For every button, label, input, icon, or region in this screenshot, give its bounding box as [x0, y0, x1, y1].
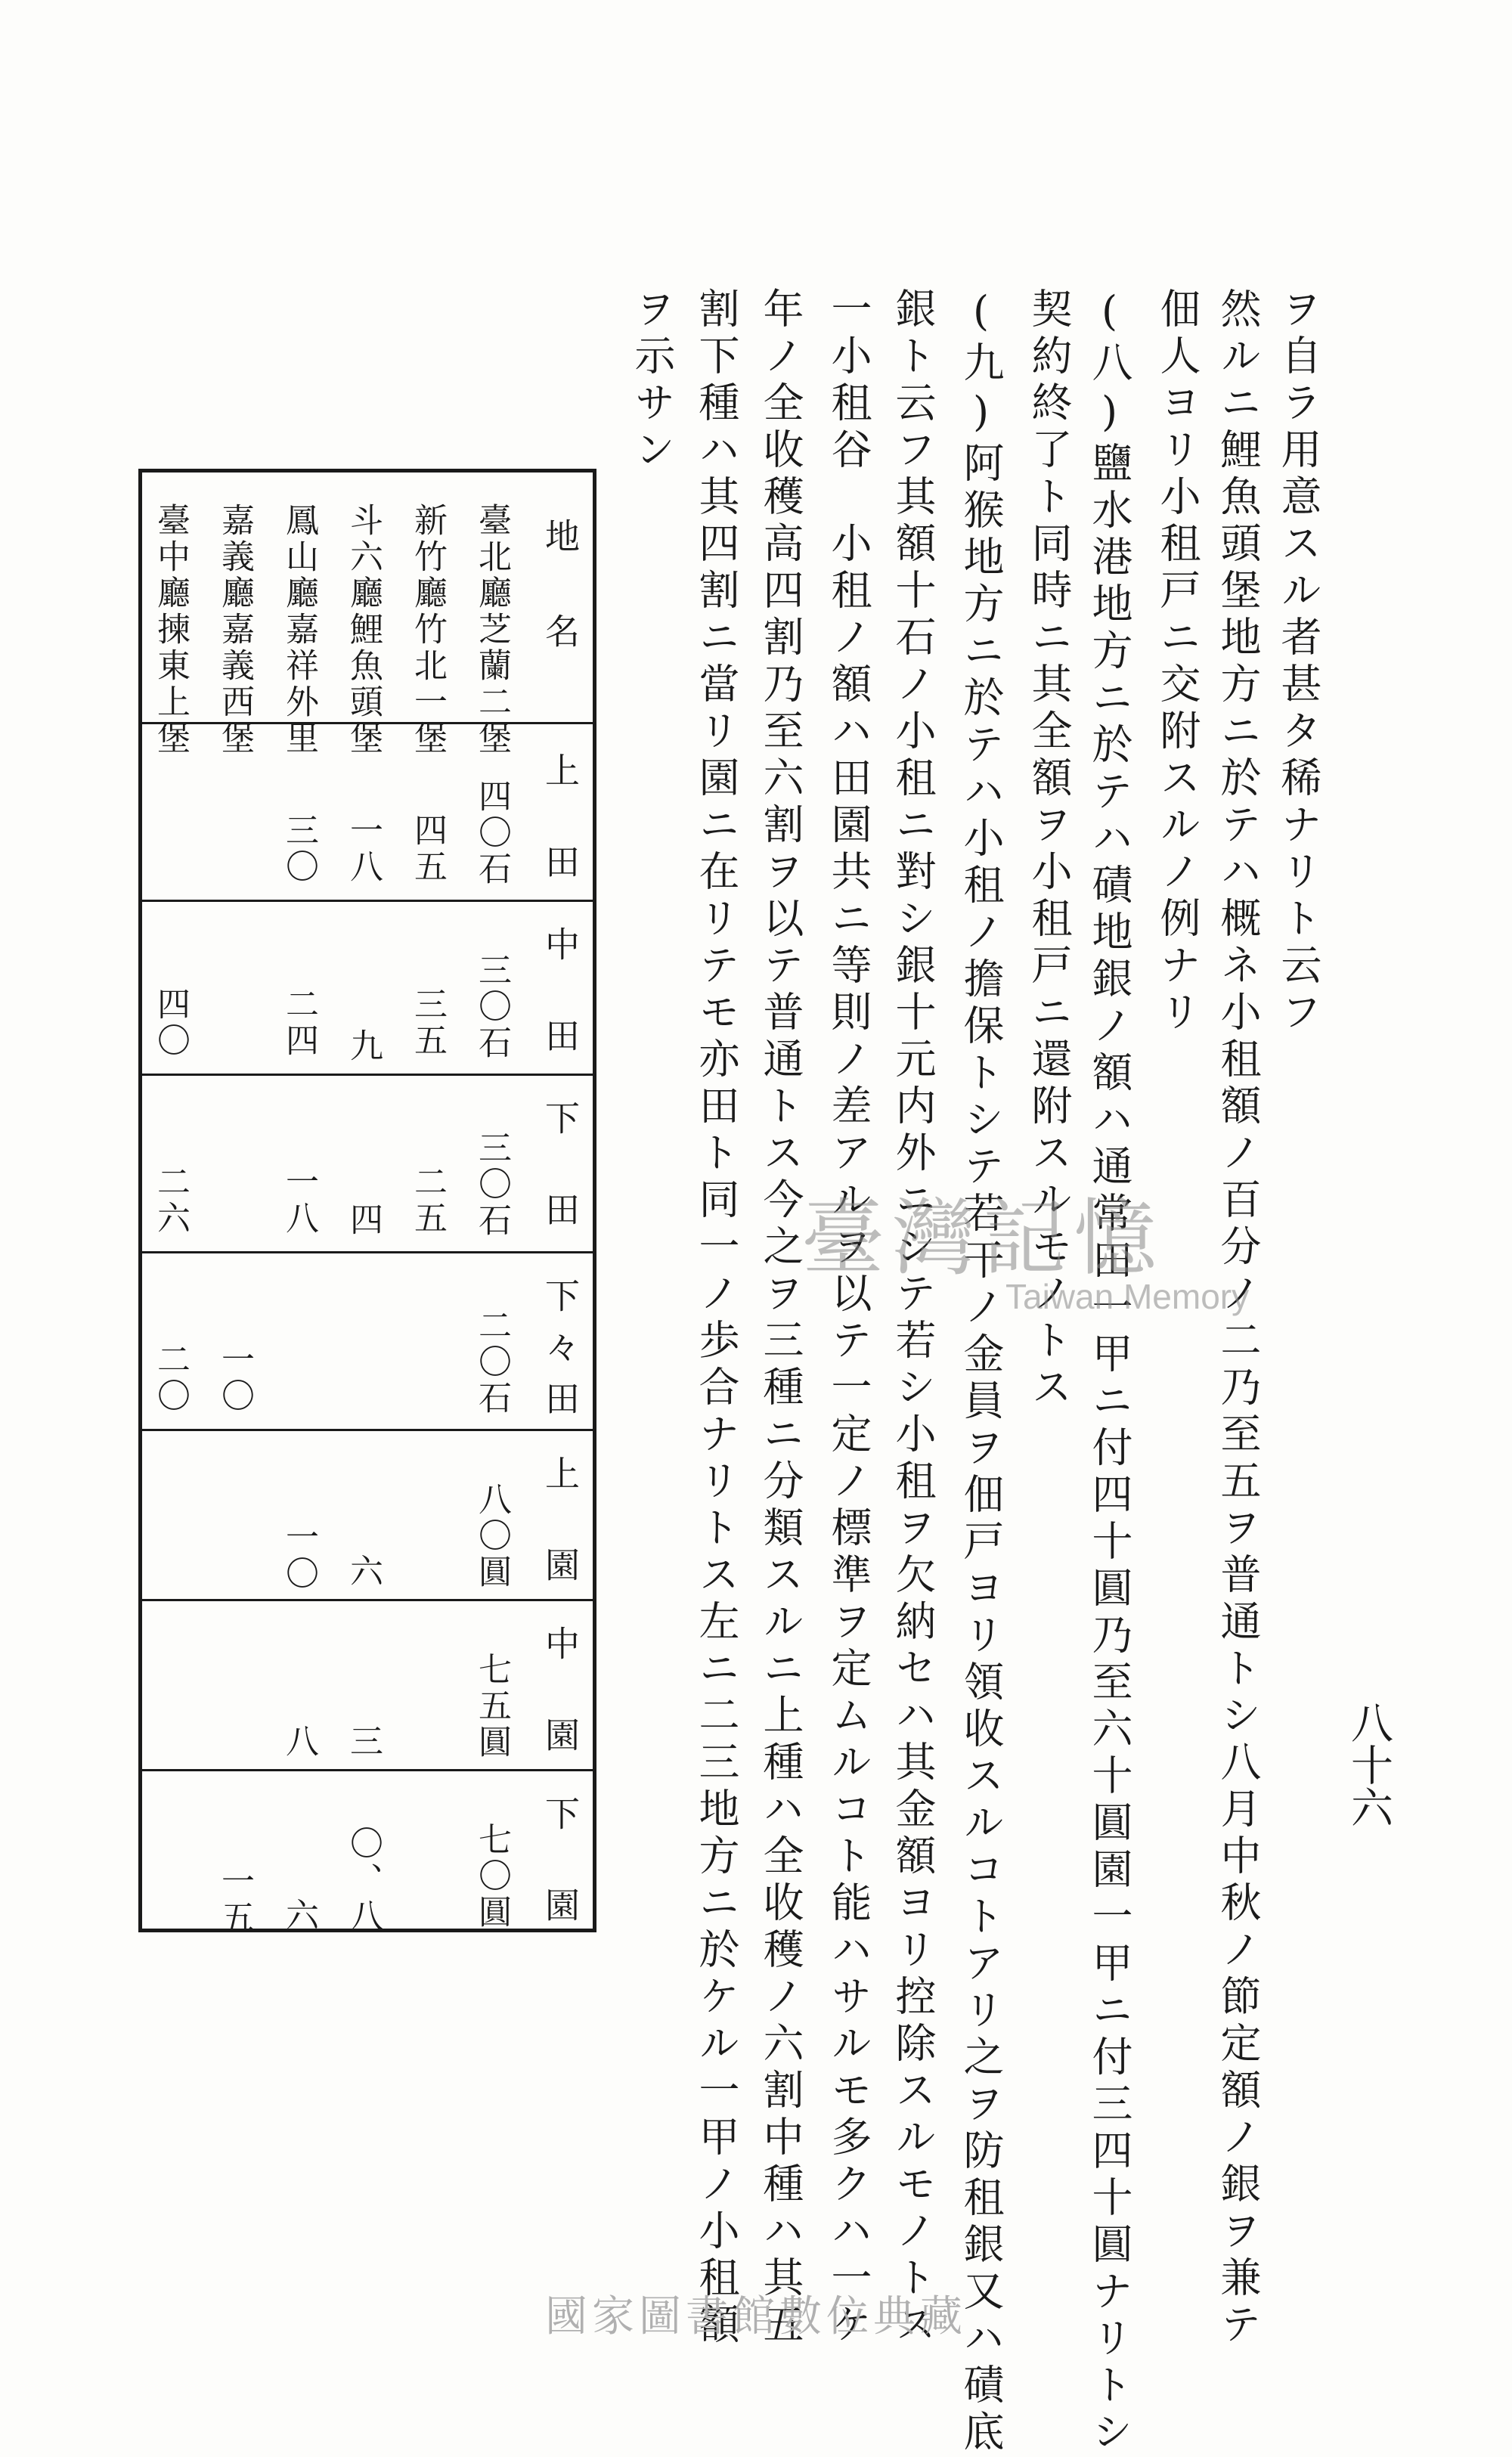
- table-header: 下田: [540, 1100, 581, 1283]
- table-rule: [142, 900, 593, 902]
- text-column: 契約終了ト同時ニ其全額ヲ小租戸ニ還附スルモノトス: [1025, 287, 1073, 1412]
- text-column: 割下種ハ其四割ニ當リ園ニ在リテモ亦田ト同一ノ歩合ナリトス左ニ二三地方ニ於ケル一甲ノ小租額: [692, 287, 740, 2350]
- table-cell: 七五圓: [472, 1652, 511, 1761]
- text-column: (九)阿猴地方ニ於テハ小租ノ擔保トシテ若干ノ金員ヲ佃戸ヨリ領收スルコトアリ之ヲ防租銀又ハ磧底: [957, 287, 1005, 2457]
- table-cell: 四〇石: [472, 779, 511, 888]
- table-rule: [142, 1251, 593, 1253]
- table-header: 中園: [540, 1625, 581, 1808]
- table-cell: 四五: [408, 813, 447, 885]
- table-header: 下園: [540, 1796, 581, 1978]
- watermark-title: 臺灣記憶: [801, 1190, 1164, 1287]
- table-cell: 六: [344, 1554, 383, 1590]
- table-cell: 一五: [215, 1864, 254, 1936]
- table-rule: [142, 1769, 593, 1771]
- table-header: 地名: [540, 518, 581, 708]
- watermark-subtitle: Taiwan Memory: [1005, 1277, 1250, 1316]
- place-name: 臺北廳芝蘭二堡: [472, 503, 511, 757]
- text-column: 然ルニ鯉魚頭堡地方ニ於テハ概ネ小租額ノ百分ノ二乃至五ヲ普通トシ八月中秋ノ節定額ノ銀ヲ兼テ: [1214, 287, 1262, 2350]
- table-cell: 一〇: [280, 1520, 318, 1592]
- place-name: 臺中廳揀東上堡: [151, 503, 190, 757]
- table-header: 下々田: [540, 1278, 581, 1432]
- text-column: 佃人ヨリ小租戸ニ交附スルノ例ナリ: [1154, 287, 1201, 1037]
- table-header: 上田: [540, 752, 581, 935]
- place-name: 鳳山廳嘉祥外里: [280, 503, 318, 757]
- table-cell: 九: [344, 1028, 383, 1064]
- table-cell: 一八: [280, 1164, 318, 1237]
- table-cell: 二〇: [151, 1342, 190, 1414]
- table-cell: 六: [280, 1898, 318, 1934]
- table-cell: 二四: [280, 987, 318, 1059]
- table-cell: 一八: [344, 813, 383, 885]
- place-name: 嘉義廳嘉義西堡: [215, 503, 254, 757]
- table-cell: 八〇圓: [472, 1482, 511, 1591]
- table-cell: 二〇石: [472, 1308, 511, 1417]
- table-cell: 三: [344, 1724, 383, 1760]
- table-header: 中田: [540, 926, 581, 1109]
- table-cell: 三五: [408, 987, 447, 1059]
- table-cell: 二五: [408, 1164, 447, 1237]
- text-column: ヲ自ラ用意スル者甚タ稀ナリト云フ: [1275, 287, 1322, 1037]
- land-rent-table: [138, 469, 596, 1978]
- table-cell: 四〇: [151, 987, 190, 1059]
- table-rule: [142, 1429, 593, 1431]
- table-cell: 三〇: [280, 813, 318, 885]
- table-cell: 一〇: [215, 1342, 254, 1414]
- table-cell: 〇、八: [344, 1826, 383, 1935]
- table-cell: 四: [344, 1202, 383, 1238]
- table-cell: 八: [280, 1724, 318, 1760]
- table-cell: 三〇石: [472, 1130, 511, 1239]
- text-column: 銀ト云フ其額十石ノ小租ニ對シ銀十元内外ニシテ若シ小租ヲ欠納セハ其金額ヨリ控除スルモノトス: [889, 287, 937, 2350]
- place-name: 斗六廳鯉魚頭堡: [344, 503, 383, 757]
- place-name: 新竹廳竹北一堡: [408, 503, 447, 757]
- text-column: 年ノ全收穫高四割乃至六割ヲ以テ普通トス今之ヲ三種ニ分類スルニ上種ハ全收穫ノ六割中種ハ其五: [757, 287, 804, 2350]
- table-rule: [142, 1074, 593, 1076]
- text-column: ヲ示サン: [628, 287, 676, 475]
- table-rule: [142, 1599, 593, 1601]
- text-column: (八)鹽水港地方ニ於テハ磧地銀ノ額ハ通常田一甲ニ付四十圓乃至六十圓園一甲ニ付三四十圓ナリトシ: [1086, 287, 1133, 2457]
- table-cell: 二六: [151, 1164, 190, 1237]
- text-column: 一小租谷 小租ノ額ハ田園共ニ等則ノ差アルヲ以テ一定ノ標準ヲ定ムルコト能ハサルモ多クハ一ケ: [825, 287, 872, 2350]
- table-cell: 三〇石: [472, 953, 511, 1061]
- table-cell: 七〇圓: [472, 1822, 511, 1931]
- footer-credit: 國家圖書館數位典藏: [545, 2292, 967, 2341]
- page-number: 八十六: [1344, 1701, 1393, 1828]
- watermark: [801, 1172, 1249, 1317]
- table-header: 上園: [540, 1455, 581, 1638]
